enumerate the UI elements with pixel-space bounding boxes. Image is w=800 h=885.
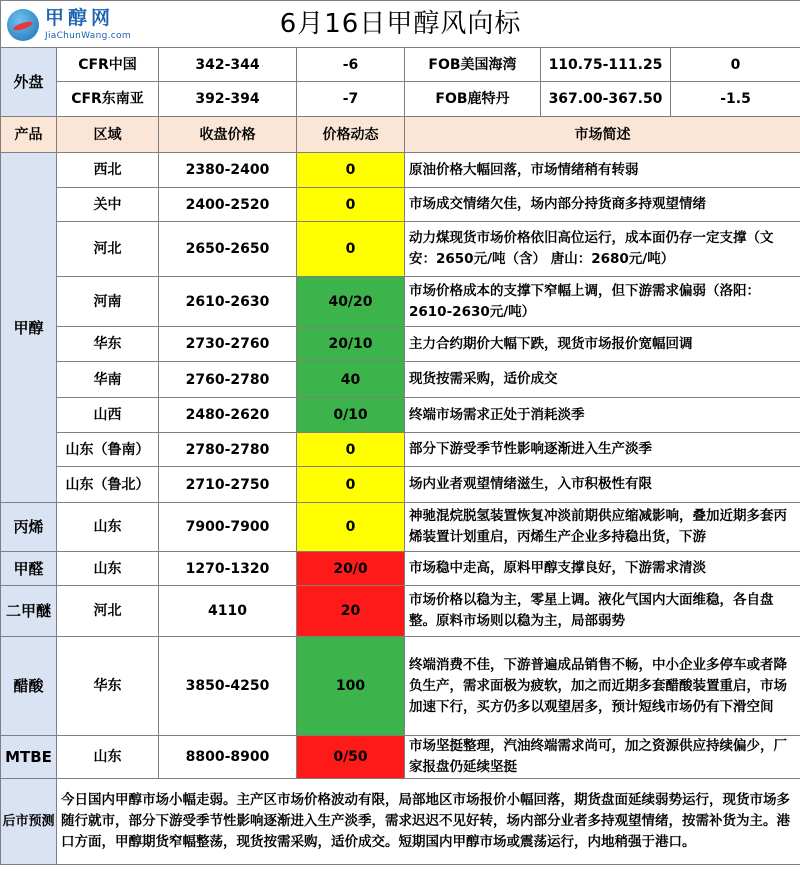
- change-cell-flat: 0: [297, 433, 405, 467]
- comment-cell: 神驰混烷脱氢装置恢复冲淡前期供应缩减影响，叠加近期多套丙烯装置计划重启，丙烯生产企业多持稳出货，下游: [405, 503, 800, 552]
- region-cell: 华东: [57, 637, 159, 736]
- foreign-market: CFR中国: [57, 48, 159, 82]
- column-header-row: [1, 117, 800, 153]
- comment-cell: 市场坚挺整理，汽油终端需求尚可，加之资源供应持续偏少，厂家报盘仍延续坚挺: [405, 736, 800, 779]
- product-row: [1, 153, 800, 188]
- price-cell: 2380-2400: [159, 153, 297, 188]
- price-cell: 8800-8900: [159, 736, 297, 779]
- change-cell-up: 0/10: [297, 398, 405, 433]
- comment-cell: 市场价格成本的支撑下窄幅上调，但下游需求偏弱（洛阳：2610-2630元/吨）: [405, 277, 800, 327]
- product-row: [1, 188, 800, 222]
- foreign-price: 367.00-367.50: [541, 82, 671, 117]
- region-cell: 华南: [57, 362, 159, 398]
- region-cell: 西北: [57, 153, 159, 188]
- product-name: 丙烯: [1, 503, 57, 552]
- product-row: [1, 398, 800, 433]
- col-product: 产品: [1, 117, 57, 153]
- price-cell: 2400-2520: [159, 188, 297, 222]
- price-cell: 2650-2650: [159, 222, 297, 277]
- change-cell-flat: 0: [297, 222, 405, 277]
- title-row: [1, 1, 800, 48]
- product-row: [1, 637, 800, 736]
- change-cell-up: 40: [297, 362, 405, 398]
- region-cell: 河南: [57, 277, 159, 327]
- price-cell: 2730-2760: [159, 327, 297, 362]
- change-cell-down: 20/0: [297, 552, 405, 586]
- col-region: 区域: [57, 117, 159, 153]
- comment-cell: 动力煤现货市场价格依旧高位运行，成本面仍存一定支撑（文安：2650元/吨（含） 唐山：2680元/吨）: [405, 222, 800, 277]
- globe-logo-icon: [7, 9, 39, 41]
- region-cell: 河北: [57, 586, 159, 637]
- foreign-row-2: [1, 82, 800, 117]
- product-name: 醋酸: [1, 637, 57, 736]
- region-cell: 山东: [57, 736, 159, 779]
- foreign-price: 110.75-111.25: [541, 48, 671, 82]
- price-cell: 2760-2780: [159, 362, 297, 398]
- foreign-market: CFR东南亚: [57, 82, 159, 117]
- foreign-change: -1.5: [671, 82, 800, 117]
- region-cell: 山东: [57, 552, 159, 586]
- site-logo: [7, 6, 147, 44]
- page-title: 6月16日甲醇风向标: [279, 9, 522, 39]
- product-row: [1, 586, 800, 637]
- price-cell: 4110: [159, 586, 297, 637]
- change-cell-down: 20: [297, 586, 405, 637]
- product-row: [1, 552, 800, 586]
- product-name: MTBE: [1, 736, 57, 779]
- change-cell-up: 100: [297, 637, 405, 736]
- comment-cell: 终端消费不佳，下游普遍成品销售不畅，中小企业多停车或者降负生产，需求面极为疲软，加之而近期多套醋酸装置重启，市场加速下行，买方仍多以观望居多，预计短线市场仍有下滑空间: [405, 637, 800, 736]
- col-comment: 市场简述: [405, 117, 800, 153]
- comment-cell: 现货按需采购，适价成交: [405, 362, 800, 398]
- comment-cell: 部分下游受季节性影响逐渐进入生产淡季: [405, 433, 800, 467]
- price-cell: 2480-2620: [159, 398, 297, 433]
- product-row: [1, 327, 800, 362]
- price-cell: 2780-2780: [159, 433, 297, 467]
- product-row: [1, 277, 800, 327]
- region-cell: 华东: [57, 327, 159, 362]
- comment-cell: 市场稳中走高，原料甲醇支撑良好，下游需求清淡: [405, 552, 800, 586]
- change-cell-down: 0/50: [297, 736, 405, 779]
- title-cell: [1, 1, 800, 48]
- change-cell-flat: 0: [297, 153, 405, 188]
- region-cell: 山东: [57, 503, 159, 552]
- change-cell-flat: 0: [297, 467, 405, 503]
- change-cell-up: 20/10: [297, 327, 405, 362]
- product-row: [1, 222, 800, 277]
- product-row: [1, 362, 800, 398]
- forecast-label: 后市预测: [1, 779, 57, 865]
- comment-cell: 场内业者观望情绪滋生，入市积极性有限: [405, 467, 800, 503]
- comment-cell: 市场成交情绪欠佳，场内部分持货商多持观望情绪: [405, 188, 800, 222]
- forecast-text: 今日国内甲醇市场小幅走弱。主产区市场价格波动有限，局部地区市场报价小幅回落，期货盘面延续弱势运行，现货市场多随行就市，部分下游受季节性影响逐渐进入生产淡季，需求迟迟不见好转，场内部分业者多持观望情绪，按需补货为主。港口方面，甲醇期货窄幅整荡，现货按需采购，适价成交。短期国内甲醇市场或震荡运行，内地稍强于港口。: [57, 779, 800, 865]
- foreign-row-1: [1, 48, 800, 82]
- price-cell: 7900-7900: [159, 503, 297, 552]
- change-cell-flat: 0: [297, 503, 405, 552]
- foreign-change: -6: [297, 48, 405, 82]
- region-cell: 河北: [57, 222, 159, 277]
- region-cell: 山西: [57, 398, 159, 433]
- forecast-row: [1, 779, 800, 865]
- price-cell: 3850-4250: [159, 637, 297, 736]
- foreign-price: 342-344: [159, 48, 297, 82]
- logo-name: 甲醇网: [45, 7, 115, 29]
- product-row: [1, 467, 800, 503]
- region-cell: 关中: [57, 188, 159, 222]
- product-name: 二甲醚: [1, 586, 57, 637]
- product-name: 甲醇: [1, 153, 57, 503]
- product-row: [1, 503, 800, 552]
- foreign-market: FOB美国海湾: [405, 48, 541, 82]
- price-cell: 2710-2750: [159, 467, 297, 503]
- region-cell: 山东（鲁北）: [57, 467, 159, 503]
- product-row: [1, 736, 800, 779]
- product-row: [1, 433, 800, 467]
- price-cell: 1270-1320: [159, 552, 297, 586]
- price-cell: 2610-2630: [159, 277, 297, 327]
- change-cell-flat: 0: [297, 188, 405, 222]
- product-name: 甲醛: [1, 552, 57, 586]
- col-price: 收盘价格: [159, 117, 297, 153]
- region-cell: 山东（鲁南）: [57, 433, 159, 467]
- logo-domain: JiaChunWang.com: [45, 31, 131, 41]
- foreign-market: FOB鹿特丹: [405, 82, 541, 117]
- comment-cell: 原油价格大幅回落，市场情绪稍有转弱: [405, 153, 800, 188]
- foreign-change: -7: [297, 82, 405, 117]
- change-cell-up: 40/20: [297, 277, 405, 327]
- foreign-label: 外盘: [1, 48, 57, 117]
- comment-cell: 终端市场需求正处于消耗淡季: [405, 398, 800, 433]
- comment-cell: 市场价格以稳为主，零星上调。液化气国内大面维稳，各自盘整。原料市场则以稳为主，局部弱势: [405, 586, 800, 637]
- col-change: 价格动态: [297, 117, 405, 153]
- foreign-price: 392-394: [159, 82, 297, 117]
- foreign-change: 0: [671, 48, 800, 82]
- comment-cell: 主力合约期价大幅下跌，现货市场报价宽幅回调: [405, 327, 800, 362]
